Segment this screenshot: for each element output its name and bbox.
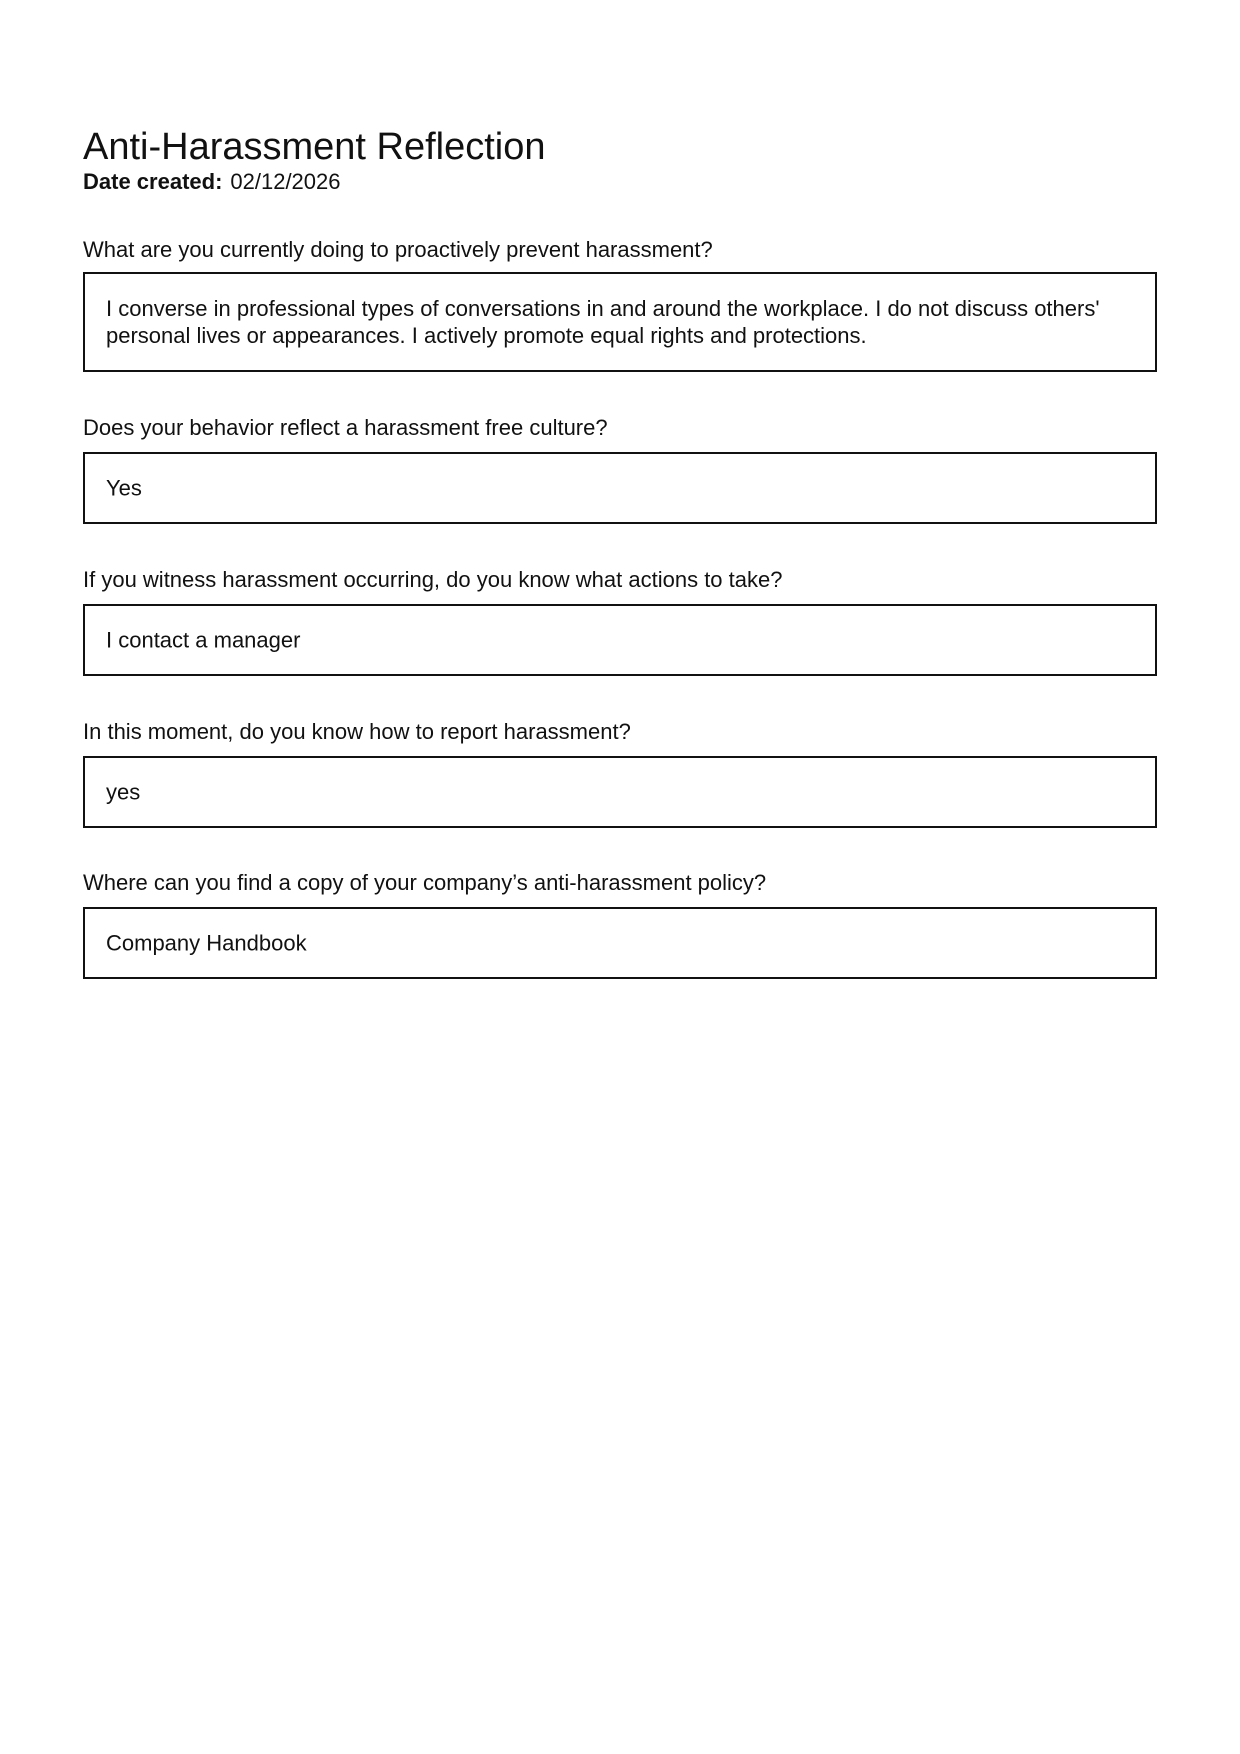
question-1-label: What are you currently doing to proactively prevent harassment? (83, 237, 713, 262)
answer-3-text: I contact a manager (106, 627, 301, 653)
question-5-label: Where can you find a copy of your company’s anti-harassment policy? (83, 870, 767, 895)
answer-2-box (83, 452, 1157, 524)
answer-1-text: I converse in professional types of conversations in and around the workplace. I do not discuss others' personal lives or appearances. I actively promote equal rights and protections. (106, 296, 1100, 348)
question-2-label: Does your behavior reflect a harassment free culture? (83, 415, 608, 440)
question-3-label: If you witness harassment occurring, do you know what actions to take? (83, 567, 783, 592)
answer-5-box (83, 907, 1157, 979)
question-4-label: In this moment, do you know how to report harassment? (83, 719, 631, 744)
answer-4-text: yes (106, 779, 141, 805)
date-created (83, 168, 341, 196)
answer-1-box (83, 272, 1157, 372)
answer-2-text: Yes (106, 475, 142, 501)
answer-4-box (83, 756, 1157, 828)
answer-5-text: Company Handbook (106, 930, 307, 956)
document-title: Anti-Harassment Reflection (83, 126, 546, 168)
answer-3-box (83, 604, 1157, 676)
date-created-value: 02/12/2026 (230, 169, 341, 194)
date-created-label: Date created: (83, 169, 223, 194)
